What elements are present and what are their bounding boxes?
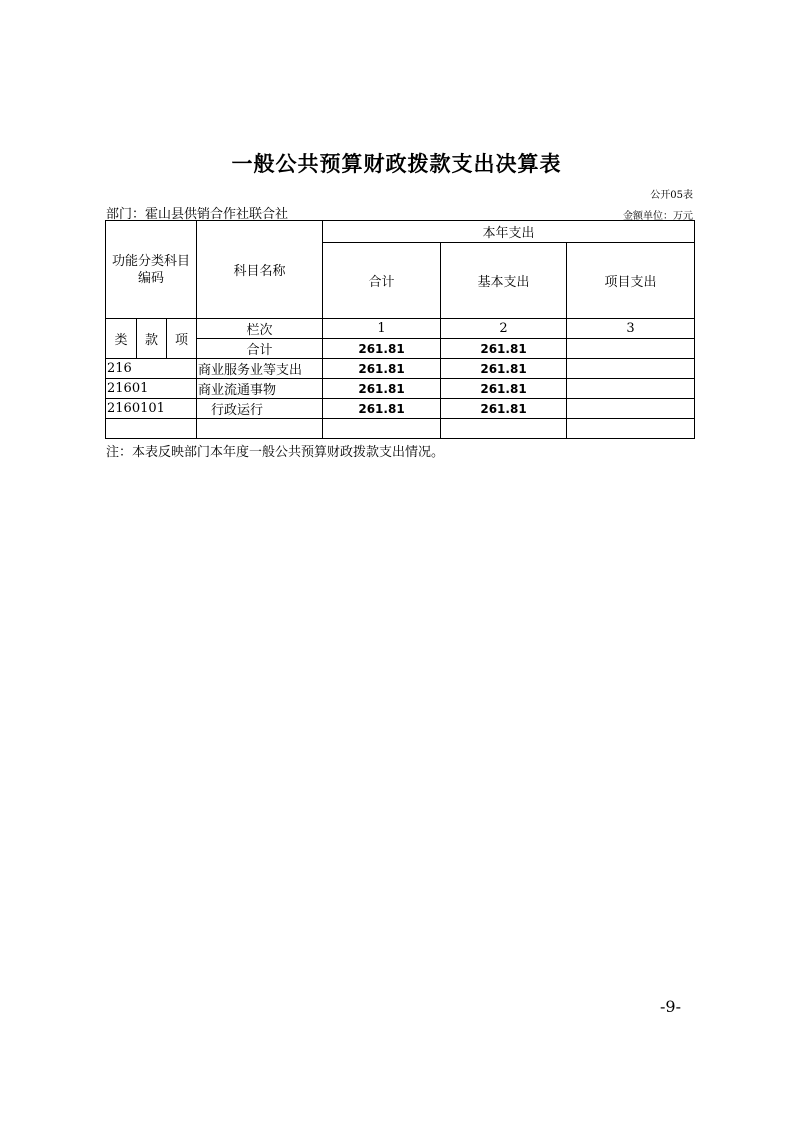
empty-row xyxy=(106,419,695,439)
header-current-year-expenditure: 本年支出 xyxy=(323,221,695,243)
header-lei: 类 xyxy=(106,319,137,359)
empty-cell xyxy=(567,419,695,439)
empty-cell xyxy=(441,419,567,439)
header-kuan: 款 xyxy=(137,319,167,359)
table-row xyxy=(106,359,695,379)
row-project xyxy=(567,359,695,379)
header-basic-expenditure: 基本支出 xyxy=(441,243,567,319)
empty-cell xyxy=(197,419,323,439)
header-project-expenditure: 项目支出 xyxy=(567,243,695,319)
row-total: 261.81 xyxy=(323,399,441,419)
department-label: 部门：霍山县供销合作社联合社 xyxy=(106,207,289,222)
row-name: 商业流通事物 xyxy=(197,379,323,399)
page-number: -9- xyxy=(660,997,681,1016)
row-basic: 261.81 xyxy=(441,379,567,399)
row-code: 2160101 xyxy=(106,399,197,419)
row-name: 商业服务业等支出 xyxy=(197,359,323,379)
expenditure-table xyxy=(105,220,695,439)
amount-unit: 金额单位：万元 xyxy=(623,211,693,222)
table-note: 注：本表反映部门本年度一般公共预算财政拨款支出情况。 xyxy=(106,445,445,460)
column-index-2: 2 xyxy=(441,319,567,339)
row-total: 261.81 xyxy=(323,359,441,379)
row-basic: 261.81 xyxy=(441,359,567,379)
total-row-total: 261.81 xyxy=(323,339,441,359)
header-subject-name: 科目名称 xyxy=(197,221,323,319)
column-index-1: 1 xyxy=(323,319,441,339)
row-name: 行政运行 xyxy=(197,399,323,419)
page-title: 一般公共预算财政拨款支出决算表 xyxy=(231,152,562,176)
column-index-label: 栏次 xyxy=(197,319,323,339)
empty-cell xyxy=(106,419,197,439)
total-row-basic: 261.81 xyxy=(441,339,567,359)
header-func-code: 功能分类科目编码 xyxy=(106,221,197,319)
header-xiang: 项 xyxy=(167,319,197,359)
row-total: 261.81 xyxy=(323,379,441,399)
total-row-label: 合计 xyxy=(197,339,323,359)
table-row xyxy=(106,399,695,419)
header-total: 合计 xyxy=(323,243,441,319)
table-row xyxy=(106,379,695,399)
row-project xyxy=(567,399,695,419)
empty-cell xyxy=(323,419,441,439)
row-code: 21601 xyxy=(106,379,197,399)
form-number: 公开05表 xyxy=(650,190,693,201)
column-index-3: 3 xyxy=(567,319,695,339)
row-project xyxy=(567,379,695,399)
total-row-project xyxy=(567,339,695,359)
row-code: 216 xyxy=(106,359,197,379)
row-basic: 261.81 xyxy=(441,399,567,419)
